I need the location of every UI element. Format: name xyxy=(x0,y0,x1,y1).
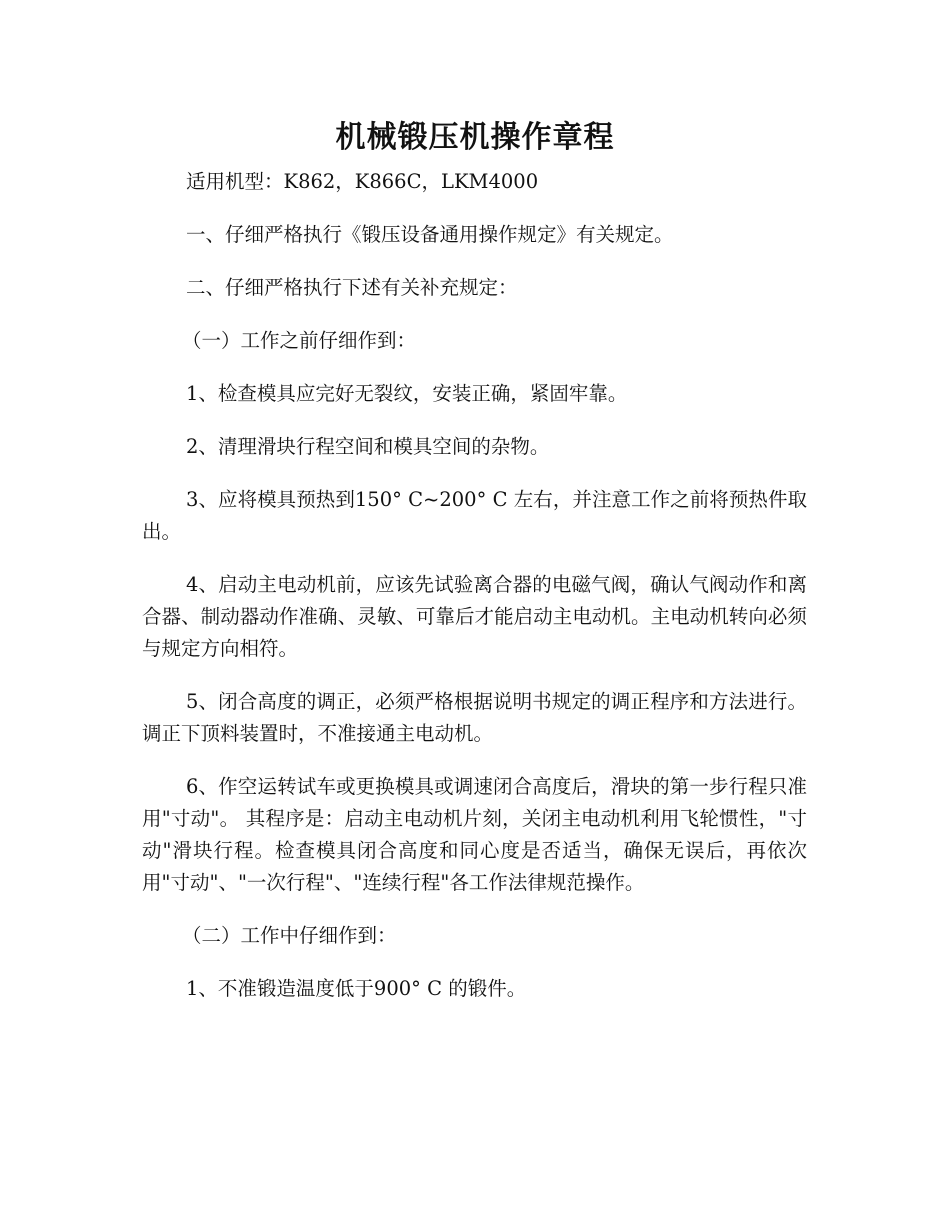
rule-item: 1、不准锻造温度低于900° C 的锻件。 xyxy=(186,977,527,1000)
document-title: 机械锻压机操作章程 xyxy=(335,120,615,155)
document-body xyxy=(142,166,807,1026)
applicable-models: 适用机型：K862，K866C，LKM4000 xyxy=(186,170,539,193)
section-one: 一、仔细严格执行《锻压设备通用操作规定》有关规定。 xyxy=(186,223,674,246)
subsection-before-work: （一）工作之前仔细作到： xyxy=(182,329,417,352)
rule-item: 2、清理滑块行程空间和模具空间的杂物。 xyxy=(186,435,550,458)
rule-item: 1、检查模具应完好无裂纹，安装正确，紧固牢靠。 xyxy=(186,382,628,405)
subsection-during-work: （二）工作中仔细作到： xyxy=(182,924,397,947)
rule-item: 6、作空运转试车或更换模具或调速闭合高度后，滑块的第一步行程只准用"寸动"。 其程序是：启动主电动机片刻，关闭主电动机利用飞轮惯性，"寸动"滑块行程。检查模具闭合高度和同心度是否适当，确保无误后，再依次用"寸动"、"一次行程"、"连续行程"各工作法律规范操作。 xyxy=(142,775,807,894)
rule-item: 5、闭合高度的调正，必须严格根据说明书规定的调正程序和方法进行。调正下顶料装置时，不准接通主电动机。 xyxy=(142,690,807,745)
rule-item: 4、启动主电动机前，应该先试验离合器的电磁气阀，确认气阀动作和离合器、制动器动作准确、灵敏、可靠后才能启动主电动机。主电动机转向必须与规定方向相符。 xyxy=(142,573,807,660)
section-two: 二、仔细严格执行下述有关补充规定： xyxy=(186,276,518,299)
rule-item: 3、应将模具预热到150° C~200° C 左右，并注意工作之前将预热件取出。 xyxy=(142,488,807,543)
